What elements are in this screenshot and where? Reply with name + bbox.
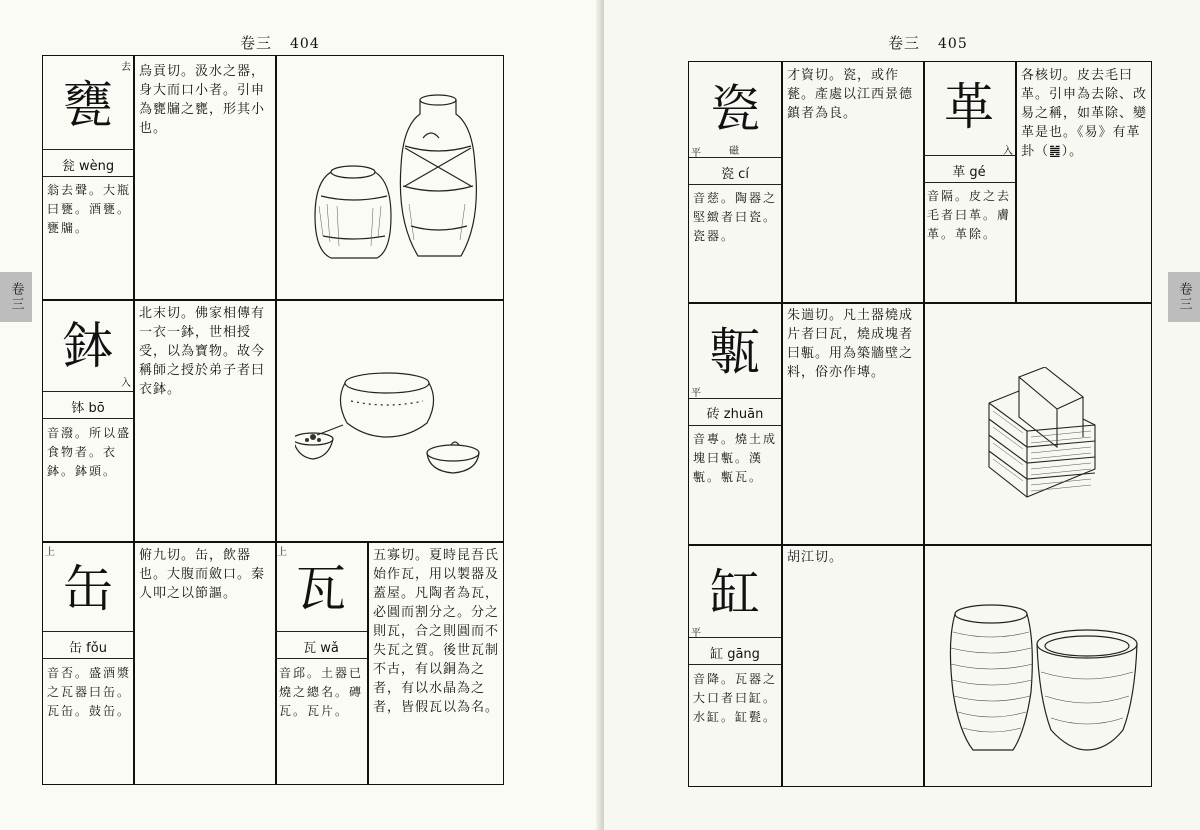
sub-divider	[689, 637, 781, 638]
headword-character: 缶	[63, 560, 113, 618]
homophone-char: 磁	[729, 146, 739, 157]
page-number: 405	[938, 36, 968, 52]
headword-character: 瓷	[710, 80, 760, 138]
page-number: 404	[290, 36, 320, 52]
tone-mark: 入	[121, 378, 131, 389]
headword-character: 瓦	[296, 560, 346, 618]
water-vats-illustration	[939, 602, 1139, 762]
headword-character: 甎	[710, 323, 760, 381]
pinyin-label: 瓷 cí	[721, 167, 749, 182]
pronunciation-note: 音否。盛酒漿之瓦器曰缶。瓦缶。鼓缶。	[47, 666, 132, 718]
definition-text: 北末切。佛家相傳有一衣一鉢，世相授受，以為寶物。故今稱師之授於弟子者曰衣鉢。	[139, 306, 266, 397]
tone-mark: 去	[121, 62, 131, 73]
tone-mark: 平	[691, 148, 701, 159]
definition-text: 各核切。皮去毛曰革。引申為去除、改易之稱，如革除、變革是也。《易》有革卦（䷰）。	[1021, 68, 1148, 159]
col-divider	[781, 62, 783, 786]
right-dictionary-table	[688, 61, 1152, 787]
definition-text: 俯九切。缶，飲器也。大腹而斂口。秦人叩之以節謳。	[139, 548, 266, 601]
row-divider	[43, 299, 503, 301]
headword-character: 缸	[710, 564, 760, 622]
volume-label: 卷三	[240, 34, 273, 52]
pronunciation-note: 音專。燒土成塊曰甎。漢甎。甎瓦。	[693, 432, 778, 484]
definition-text: 朱遄切。凡土器燒成片者曰瓦，燒成塊者曰甎。用為築牆壁之料，俗亦作塼。	[787, 308, 914, 380]
tone-mark: 平	[691, 628, 701, 639]
pinyin-label: 革 gé	[952, 165, 986, 180]
tone-mark: 入	[1003, 146, 1013, 157]
sub-divider	[43, 658, 133, 659]
volume-label: 卷三	[888, 34, 921, 52]
left-dictionary-table	[42, 55, 504, 785]
sub-divider	[43, 391, 133, 392]
sub-divider	[43, 176, 133, 177]
definition-text: 烏貢切。汲水之器，身大而口小者。引申為甕牖之甕，形其小也。	[139, 64, 266, 136]
pinyin-label: 缸 gāng	[710, 647, 760, 662]
sub-divider	[43, 149, 133, 150]
definition-text: 才資切。瓷，或作甆。產處以江西景德鎮者為良。	[787, 68, 914, 121]
pinyin-label: 钵 bō	[71, 401, 105, 416]
pinyin-label: 缶 fǒu	[69, 641, 107, 656]
right-page	[604, 0, 1200, 830]
definition-text: 五寡切。夏時昆吾氏始作瓦，用以製器及蓋屋。凡陶者為瓦，必圓而割分之。分之則瓦，合之則圓而不失瓦之質。後世瓦制不古，有以銅為之者，有以水晶為之者，皆假瓦以為名。	[373, 548, 500, 715]
pottery-jars-illustration	[293, 86, 493, 276]
pronunciation-note: 音隔。皮之去毛者曰革。膚革。革除。	[927, 189, 1012, 241]
sub-divider	[923, 155, 1015, 156]
col-divider	[1015, 62, 1017, 302]
sub-divider	[275, 658, 367, 659]
headword-character: 甕	[63, 76, 113, 134]
col-divider	[367, 541, 369, 784]
headword-character: 革	[944, 78, 994, 136]
pinyin-label: 砖 zhuān	[706, 407, 764, 422]
tone-mark: 上	[45, 547, 55, 558]
sub-divider	[923, 182, 1015, 183]
sub-divider	[689, 398, 781, 399]
sub-divider	[43, 418, 133, 419]
row-divider	[689, 302, 1151, 304]
sub-divider	[275, 631, 367, 632]
pinyin-label: 瓦 wǎ	[303, 641, 339, 656]
sub-divider	[43, 631, 133, 632]
pinyin-label: 瓮 wèng	[61, 159, 115, 174]
alms-bowl-illustration	[295, 361, 495, 481]
sub-divider	[689, 664, 781, 665]
stacked-bricks-illustration	[979, 367, 1109, 507]
sub-divider	[689, 157, 781, 158]
tone-mark: 平	[691, 388, 701, 399]
sub-divider	[689, 184, 781, 185]
row-divider	[689, 544, 1151, 546]
pronunciation-note: 翁去聲。大瓶曰甕。酒甕。甕牖。	[47, 183, 132, 235]
sub-divider	[689, 425, 781, 426]
left-page-header	[240, 32, 320, 53]
col-divider	[275, 56, 277, 784]
pronunciation-note: 音慈。陶器之堅緻者曰瓷。瓷器。	[693, 191, 778, 243]
chapter-side-tab[interactable]: 卷三	[0, 272, 32, 322]
chapter-side-tab[interactable]: 卷三	[1168, 272, 1200, 322]
pronunciation-note: 音邱。土器已燒之總名。磚瓦。瓦片。	[279, 666, 364, 718]
col-divider	[133, 56, 135, 784]
definition-text: 胡江切。	[787, 550, 844, 565]
right-page-header	[888, 32, 968, 53]
row-divider	[43, 541, 503, 543]
pronunciation-note: 音潑。所以盛食物者。衣鉢。鉢頭。	[47, 426, 132, 478]
pronunciation-note: 音降。瓦器之大口者曰缸。水缸。缸甏。	[693, 672, 778, 724]
tone-mark: 上	[277, 547, 287, 558]
headword-character: 鉢	[63, 317, 113, 375]
